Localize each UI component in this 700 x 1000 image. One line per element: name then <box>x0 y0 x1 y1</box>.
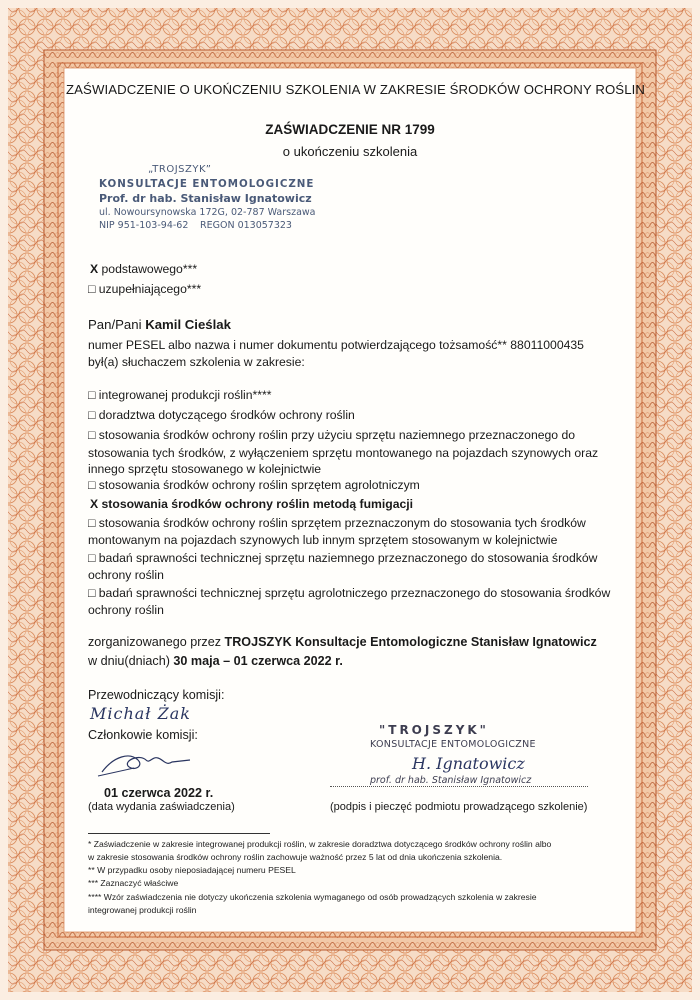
scope-item-continued: innego sprzętu stosowanego w kolejnictwie <box>88 462 322 476</box>
certificate-subtitle: o ukończeniu szkolenia <box>282 144 418 159</box>
checkbox-mark: □ <box>88 408 96 422</box>
checkbox-mark: □ <box>88 282 96 296</box>
scope-item: □ stosowania środków ochrony roślin sprzętem przeznaczonym do stosowania tych środków <box>88 516 586 530</box>
issue-date-caption: (data wydania zaświadczenia) <box>88 801 235 813</box>
stamp-regon: REGON 013057323 <box>200 220 292 231</box>
issue-date: 01 czerwca 2022 r. <box>104 786 214 800</box>
participant-line <box>88 317 231 332</box>
stamp-line: KONSULTACJE ENTOMOLOGICZNE <box>370 739 536 750</box>
scope-item: □ integrowanej produkcji roślin**** <box>88 388 272 402</box>
chair-signature: Michał Żak <box>90 704 191 723</box>
footnote: ** W przypadku osoby nieposiadającej numeru PESEL <box>88 865 296 875</box>
scope-item: □ badań sprawności technicznej sprzętu agrolotniczego przeznaczonego do stosowania środków <box>88 586 611 600</box>
training-dates: w dniu(dniach) 30 maja – 01 czerwca 2022 r. <box>88 654 343 668</box>
training-type-basic <box>90 262 197 276</box>
training-dates-value: 30 maja – 01 czerwca 2022 r. <box>173 654 343 668</box>
scope-item-continued: ochrony roślin <box>88 568 164 582</box>
training-type-label: podstawowego*** <box>101 262 198 276</box>
footnote: integrowanej produkcji roślin <box>88 905 197 915</box>
training-type-supplementary <box>88 282 201 296</box>
scope-item: □ stosowania środków ochrony roślin sprzętem agrolotniczym <box>88 478 420 492</box>
footnote-separator <box>88 833 270 834</box>
participant-name: Kamil Cieślak <box>145 317 231 332</box>
footnote: * Zaświadczenie w zakresie integrowanej produkcji roślin, w zakresie doradztwa dotyczącego środków ochrony roślin albo <box>88 839 552 849</box>
checkbox-mark: □ <box>88 388 96 402</box>
checkbox-mark: □ <box>88 428 96 442</box>
checkbox-mark: □ <box>88 478 96 492</box>
stamp-line: KONSULTACJE ENTOMOLOGICZNE <box>99 178 315 190</box>
participant-prefix: Pan/Pani <box>88 317 142 332</box>
signature-dotted-line <box>330 786 588 787</box>
member-signature <box>94 746 204 780</box>
participant-listener: był(a) słuchaczem szkolenia w zakresie: <box>88 355 305 369</box>
checkbox-mark: X <box>90 262 99 276</box>
scope-item: □ stosowania środków ochrony roślin przy użyciu sprzętu naziemnego przeznaczonego do <box>88 428 576 442</box>
stamp-line: Prof. dr hab. Stanisław Ignatowicz <box>99 192 312 205</box>
scope-item-continued: montowanym na pojazdach szynowych lub innym sprzętem stosowanym w kolejnictwie <box>88 533 558 547</box>
members-label: Członkowie komisji: <box>88 728 198 742</box>
stamp-nip: NIP 951-103-94-62 <box>99 220 189 231</box>
footnote: **** Wzór zaświadczenia nie dotyczy ukończenia szkolenia wymaganego od osób prowadzących szkolenia w zakresie <box>88 892 537 902</box>
scope-item-selected: X stosowania środków ochrony roślin metodą fumigacji <box>90 497 414 511</box>
certificate-header: ZAŚWIADCZENIE O UKOŃCZENIU SZKOLENIA W ZAKRESIE ŚRODKÓW OCHRONY ROŚLIN <box>66 82 646 97</box>
certificate-title: ZAŚWIADCZENIE NR 1799 <box>265 122 435 137</box>
stamp-line: ul. Nowoursynowska 172G, 02-787 Warszawa <box>99 207 316 218</box>
scope-item: □ doradztwa dotyczącego środków ochrony roślin <box>88 408 355 422</box>
checkbox-mark: X <box>90 497 99 511</box>
footnote: w zakresie stosowania środków ochrony roślin zachowuje ważność przez 5 lat od dnia ukończenia szkolenia. <box>88 852 503 862</box>
certificate-body <box>66 70 646 930</box>
scope-item-continued: ochrony roślin <box>88 603 164 617</box>
organizer-line: zorganizowanego przez TROJSZYK Konsultacje Entomologiczne Stanisław Ignatowicz <box>88 635 597 649</box>
checkbox-mark: □ <box>88 586 96 600</box>
scope-item-continued: stosowania tych środków, z wyłączeniem sprzętu montowanego na pojazdach szynowych oraz <box>88 446 599 460</box>
scope-item: □ badań sprawności technicznej sprzętu naziemnego przeznaczonego do stosowania środków <box>88 551 598 565</box>
checkbox-mark: □ <box>88 551 96 565</box>
participant-id: numer PESEL albo nazwa i numer dokumentu potwierdzającego tożsamość** 88011000435 <box>88 338 584 352</box>
footnote: *** Zaznaczyć właściwe <box>88 878 179 888</box>
stamp-line: „TROJSZYK” <box>148 164 212 175</box>
checkbox-mark: □ <box>88 516 96 530</box>
organizer-name: TROJSZYK Konsultacje Entomologiczne Stanisław Ignatowicz <box>224 635 597 649</box>
training-type-label: uzupełniającego*** <box>98 282 202 296</box>
director-signature: H. Ignatowicz <box>412 754 525 773</box>
signature-caption: (podpis i pieczęć podmiotu prowadzącego szkolenie) <box>330 801 588 813</box>
stamp-line: "TROJSZYK" <box>379 723 489 737</box>
chair-label: Przewodniczący komisji: <box>88 688 225 702</box>
stamp-line: prof. dr hab. Stanisław Ignatowicz <box>370 775 532 786</box>
